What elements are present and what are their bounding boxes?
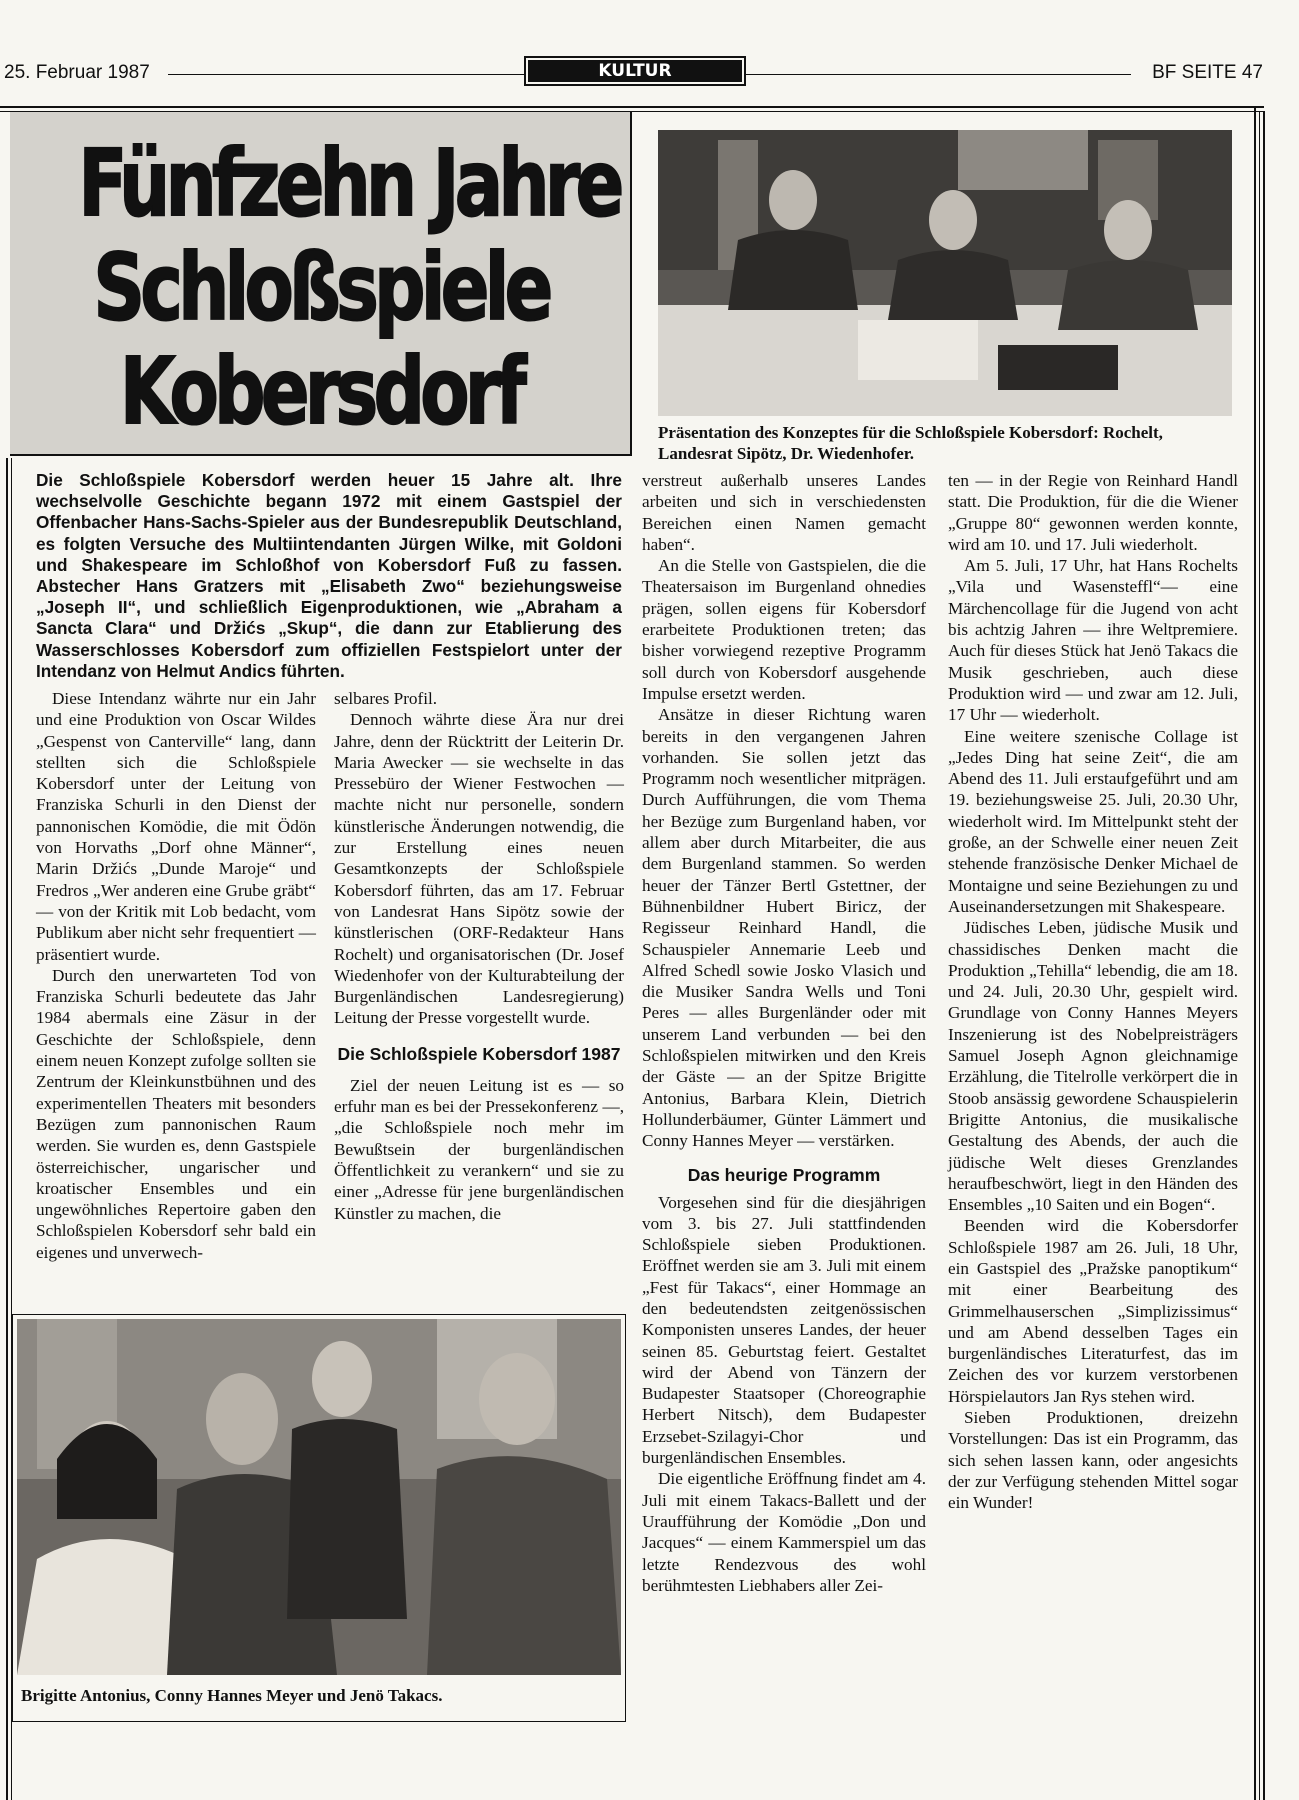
frame-rule [6, 458, 8, 1800]
paragraph: Ziel der neuen Leitung ist es — so erfuhr man es bei der Pressekonferenz —, „die Schloßspiele noch mehr im Bewußtsein der burgenländischen Öffentlichkeit zu verankern“ und sie zu einer „Adresse für jene burgenländischen Künstler zu machen, die [334, 1075, 624, 1223]
article-column-2 [334, 688, 624, 1224]
headline-line: Schloßspiele [93, 234, 549, 341]
paragraph: Durch den unerwarteten Tod von Franziska Schurli bedeutete das Jahr 1984 abermals eine Zäsur in der Geschichte der Schloßspiele, denn einem neuen Konzept zufolge sollten sie Zentrum der Kleinkunstbühnen und des experimentellen Theaters mit besonders Bezügen zum pannonischen Raum werden. Sie wurden es, denn Gastspiele österreichischer, ungarischer und kroatischer Ensembles und ein ungewöhnliches Repertoire gaben den Schloßspielen Kobersdorf sehr bald ein eigenes und unverwech- [36, 965, 316, 1262]
paragraph: Am 5. Juli, 17 Uhr, hat Hans Rochelts „Vila und Wasensteffl“— eine Märchencollage für die Jugend von acht bis achtzig Jahren — ihre Weltpremiere. Auch für dieses Stück hat Jenö Takacs die Musik geschrieben, auch diese Produktion wird — und zwar am 12. Juli, 17 Uhr — wiederholt. [948, 556, 1238, 725]
paragraph: An die Stelle von Gastspielen, die die Theatersaison im Burgenland ohnedies prägen, sollen eigens für Kobersdorf erarbeitete Produktionen treten; das bisher vorwiegend rezeptive Programm soll durch von Kobersdorf ausgehende Impulse ersetzt werden. [642, 556, 926, 703]
paragraph: ten — in der Regie von Reinhard Handl statt. Die Produktion, für die die Wiener „Gruppe 80“ gewonnen werden konnte, wird am 10. und 17. Juli wiederholt. [948, 471, 1238, 554]
issue-date: 25. Februar 1987 [4, 62, 150, 83]
headline-line: Kobersdorf [119, 338, 523, 445]
paragraph: Die eigentliche Eröffnung findet am 4. Juli mit einem Takacs-Ballett und der Uraufführung der Komödie „Don und Jacques“ — einem Kammerspiel um das letzte Rendezvous des wohl berühmtesten Liebhabers aller Zei- [642, 1469, 926, 1595]
paragraph: verstreut außerhalb unseres Landes arbeiten und sich in verschiedensten Bereichen einen Namen gemacht haben“. [642, 471, 926, 554]
audience-photo [17, 1319, 621, 1675]
headline [78, 130, 620, 445]
page-number: BF SEITE 47 [1152, 62, 1263, 83]
photo-caption: Brigitte Antonius, Conny Hannes Meyer und Jenö Takacs. [21, 1686, 443, 1705]
paragraph: Beenden wird die Kobersdorfer Schloßspiele 1987 am 26. Juli, 18 Uhr, ein Gastspiel des „Pražske panoptikum“ mit einer Bearbeitung des Grimmelhauserschen „Simplizissimus“ und am Abend desselben Tages ein burgenländisches Literaturfest, das im Zeichen des vor kurzem verstorbenen Hörspielautors Jan Rys stehen wird. [948, 1216, 1238, 1406]
paragraph: Ansätze in dieser Richtung waren bereits in den vergangenen Jahren vorhanden. Sie sollen jetzt das Programm noch wesentlicher mitprägen. Durch Aufführungen, die vom Thema her Bezüge zum Burgenland haben, vor allem aber durch Mitarbeiter, die aus dem Burgenland stammen. So werden heuer der Tänzer Bertl Gstettner, der Bühnenbildner Hubert Biricz, der Regisseur Reinhard Handl, die Schauspieler Annemarie Leeb und Alfred Schedl sowie Josko Vlasich und die Musiker Sandra Wells und Toni Peres — alles Burgenländer oder mit unserem Land verbunden — bei den Schloßspielen mitwirken und den Kreis der Gäste — an der Spitze Brigitte Antonius, Barbara Klein, Dietrich Hollunderbäumer, Günter Lämmert und Conny Hannes Meyer — verstärken. [642, 705, 926, 1151]
article-column-3 [642, 470, 926, 1596]
frame-rule [0, 106, 1264, 108]
headline-box [10, 112, 632, 456]
header-rule-left [168, 74, 524, 75]
subheading: Das heurige Programm [687, 1164, 881, 1185]
paragraph: Sieben Produktionen, dreizehn Vorstellungen: Das ist ein Programm, das sich sehen lassen kann, oder angesichts der zur Verfügung stehenden Mittel sogar ein Wunder! [948, 1408, 1238, 1513]
paragraph: Jüdisches Leben, jüdische Musik und chassidisches Denken macht die Produktion „Tehilla“ lebendig, die am 18. und 24. Juli, 20.30 Uhr, gespielt wird. Grundlage von Conny Hannes Meyers Inszenierung ist des Nobelpreisträgers Samuel Joseph Agnon gleichnamige Erzählung, die Titelrolle verkörpert die in Stoob ansässig gewordene Schauspielerin Brigitte Antonius, die musikalische Gestaltung des Abends, der auch die jüdische Welt dieses Grenzlandes heraufbeschwört, liegt in den Händen des Ensembles „10 Saiten und ein Bogen“. [948, 918, 1238, 1215]
header-rule-right [746, 74, 1131, 75]
paragraph: Eine weitere szenische Collage ist „Jedes Ding hat seine Zeit“, die am Abend des 11. Juli erstaufgeführt und am 19. beziehungsweise 25. Juli, 20.30 Uhr, wiederholt wird. Im Mittelpunkt steht der große, an der Schwelle einer neuen Zeit stehende französische Denker Michael de Montaigne und seine Beziehungen zu und Auseinandersetzungen mit Shakespeare. [948, 726, 1238, 916]
frame-rule [1259, 111, 1260, 1800]
headline-line: Fünfzehn Jahre [78, 130, 620, 237]
lead-paragraph: Die Schloßspiele Kobersdorf werden heuer 15 Jahre alt. Ihre wechselvolle Geschichte begann 1972 mit einem Gastspiel der Offenbacher Hans-Sachs-Spieler aus der Bundesrepublik Deutschland, es folgten Versuche des Multiintendanten Jürgen Wilke, mit Goldoni und Shakespeare im Schloßhof von Kobersdorf Fuß zu fassen. Abstecher Hans Gratzers mit „Elisabeth Zwo“ beziehungsweise „Joseph II“, und schließlich Eigenproduktionen, wie „Abraham a Sancta Clara“ und Držićs „Skup“, die dann zur Etablierung des Wasserschlosses Kobersdorf zum offiziellen Festspielort unter der Intendanz von Helmut Andics führten. [36, 470, 622, 681]
audience-photo-box [12, 1314, 626, 1722]
paragraph: Diese Intendanz währte nur ein Jahr und eine Produktion von Oscar Wildes „Gespenst von Canterville“ lang, dann stellten sich die Schloßspiele Kobersdorf unter der Leitung von Franziska Schurli in den Dienst der pannonischen Komödie, die mit Ödön von Horvaths „Dorf ohne Männer“, Marin Držićs „Dunde Maroje“ und Fredros „Wer anderen eine Grube gräbt“ — von der Kritik mit Lob bedacht, vom Publikum aber nicht sehr frequentiert — präsentiert wurde. [36, 689, 316, 964]
photo-caption: Präsentation des Konzeptes für die Schloßspiele Kobersdorf: Rochelt, Landesrat Sipötz, Dr. Wiedenhofer. [658, 423, 1163, 463]
press-conference-photo [658, 130, 1232, 416]
paragraph: Dennoch währte diese Ära nur drei Jahre, denn der Rücktritt der Leiterin Dr. Maria Awecker — sie wechselte in das Pressebüro der Wiener Festwochen — machte nicht nur personelle, sondern künstlerische Änderungen notwendig, die zur Erstellung eines neuen Gesamtkonzepts der Schloßspiele Kobersdorf führten, das am 17. Februar von Landesrat Hans Sipötz sowie der künstlerischen (ORF-Redakteur Hans Rochelt) und organisatorischen (Dr. Josef Wiedenhofer von der Kulturabteilung der Burgenländischen Landesregierung) Leitung der Presse vorgestellt wurde. [334, 710, 624, 1028]
article-column-4 [948, 470, 1238, 1514]
frame-rule [1263, 111, 1265, 1800]
paragraph: Vorgesehen sind für die diesjährigen vom 3. bis 27. Juli stattfindenden Schloßspiele sieben Produktionen. Eröffnet werden sie am 3. Juli mit einem „Fest für Takacs“, einer Hommage an den bedeutendsten zeitgenössischen Komponisten unseres Landes, der heuer seinen 85. Geburtstag feiert. Gestaltet wird der Abend von Tänzern der Budapester Staatsoper (Choreographie Herbert Nitsch), dem Budapester Erzsebet-Szilagyi-Chor und burgenländischen Ensembles. [642, 1192, 926, 1468]
article-column-1 [36, 688, 316, 1263]
paragraph: selbares Profil. [334, 689, 438, 708]
section-label [524, 56, 746, 86]
frame-rule [1254, 106, 1256, 1800]
subheading: Die Schloßspiele Kobersdorf 1987 [337, 1043, 621, 1064]
section-label-text: KULTUR [528, 60, 742, 82]
page-header [0, 54, 1299, 94]
